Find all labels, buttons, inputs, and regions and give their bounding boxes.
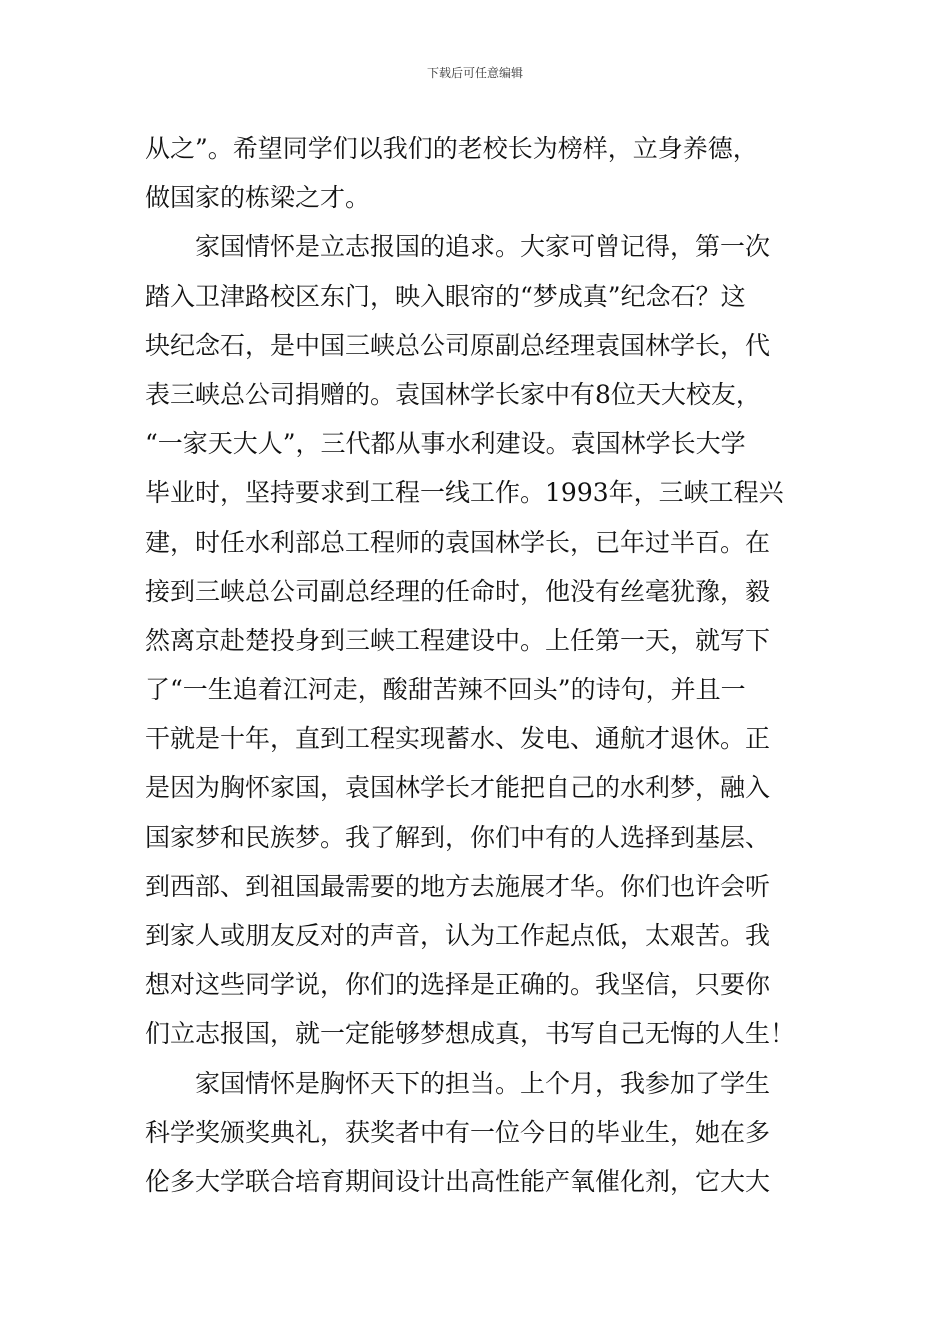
text-line: 踏入卫津路校区东门，映入眼帘的“梦成真”纪念石？这 [145,281,746,311]
text-line: 想对这些同学说，你们的选择是正确的。我坚信，只要你 [145,970,771,1000]
page-header-note: 下载后可任意编辑 [426,66,523,80]
text-line: 国家梦和民族梦。我了解到，你们中有的人选择到基层、 [145,822,771,852]
body-text [145,124,810,1206]
text-line: “一家天大人”，三代都从事水利建设。袁国林学长大学 [145,429,746,459]
paragraph-first-line: 家国情怀是胸怀天下的担当。上个月，我参加了学生 [195,1068,771,1098]
text-line: 伦多大学联合培育期间设计出高性能产氧催化剂，它大大 [145,1166,771,1196]
text-line: 到西部、到祖国最需要的地方去施展才华。你们也许会听 [145,871,771,901]
text-line: 们立志报国，就一定能够梦想成真，书写自己无悔的人生！ [145,1019,796,1049]
text-line: 从之”。希望同学们以我们的老校长为榜样，立身养德， [145,134,758,163]
paragraph-first-line: 家国情怀是立志报国的追求。大家可曾记得，第一次 [195,232,771,262]
text-line: 建，时任水利部总工程师的袁国林学长，已年过半百。在 [145,527,771,557]
text-line: 接到三峡总公司副总经理的任命时，他没有丝毫犹豫，毅 [145,576,771,606]
text-line: 到家人或朋友反对的声音，认为工作起点低，太艰苦。我 [145,921,771,950]
text-line: 然离京赴楚投身到三峡工程建设中。上任第一天，就写下 [145,625,771,655]
text-line: 表三峡总公司捐赠的。袁国林学长家中有8位天大校友， [145,379,761,409]
text-line: 块纪念石，是中国三峡总公司原副总经理袁国林学长，代 [145,330,771,360]
text-line: 科学奖颁奖典礼，获奖者中有一位今日的毕业生，她在多 [145,1117,771,1147]
text-line: 是因为胸怀家国，袁国林学长才能把自己的水利梦，融入 [145,773,771,803]
text-line: 干就是十年，直到工程实现蓄水、发电、通航才退休。正 [145,724,771,754]
text-line: 了“一生追着江河走，酸甜苦辣不回头”的诗句，并且一 [145,675,746,705]
text-line: 做国家的栋梁之才。 [145,183,371,213]
text-line: 毕业时，坚持要求到工程一线工作。1993年，三峡工程兴 [145,478,784,508]
